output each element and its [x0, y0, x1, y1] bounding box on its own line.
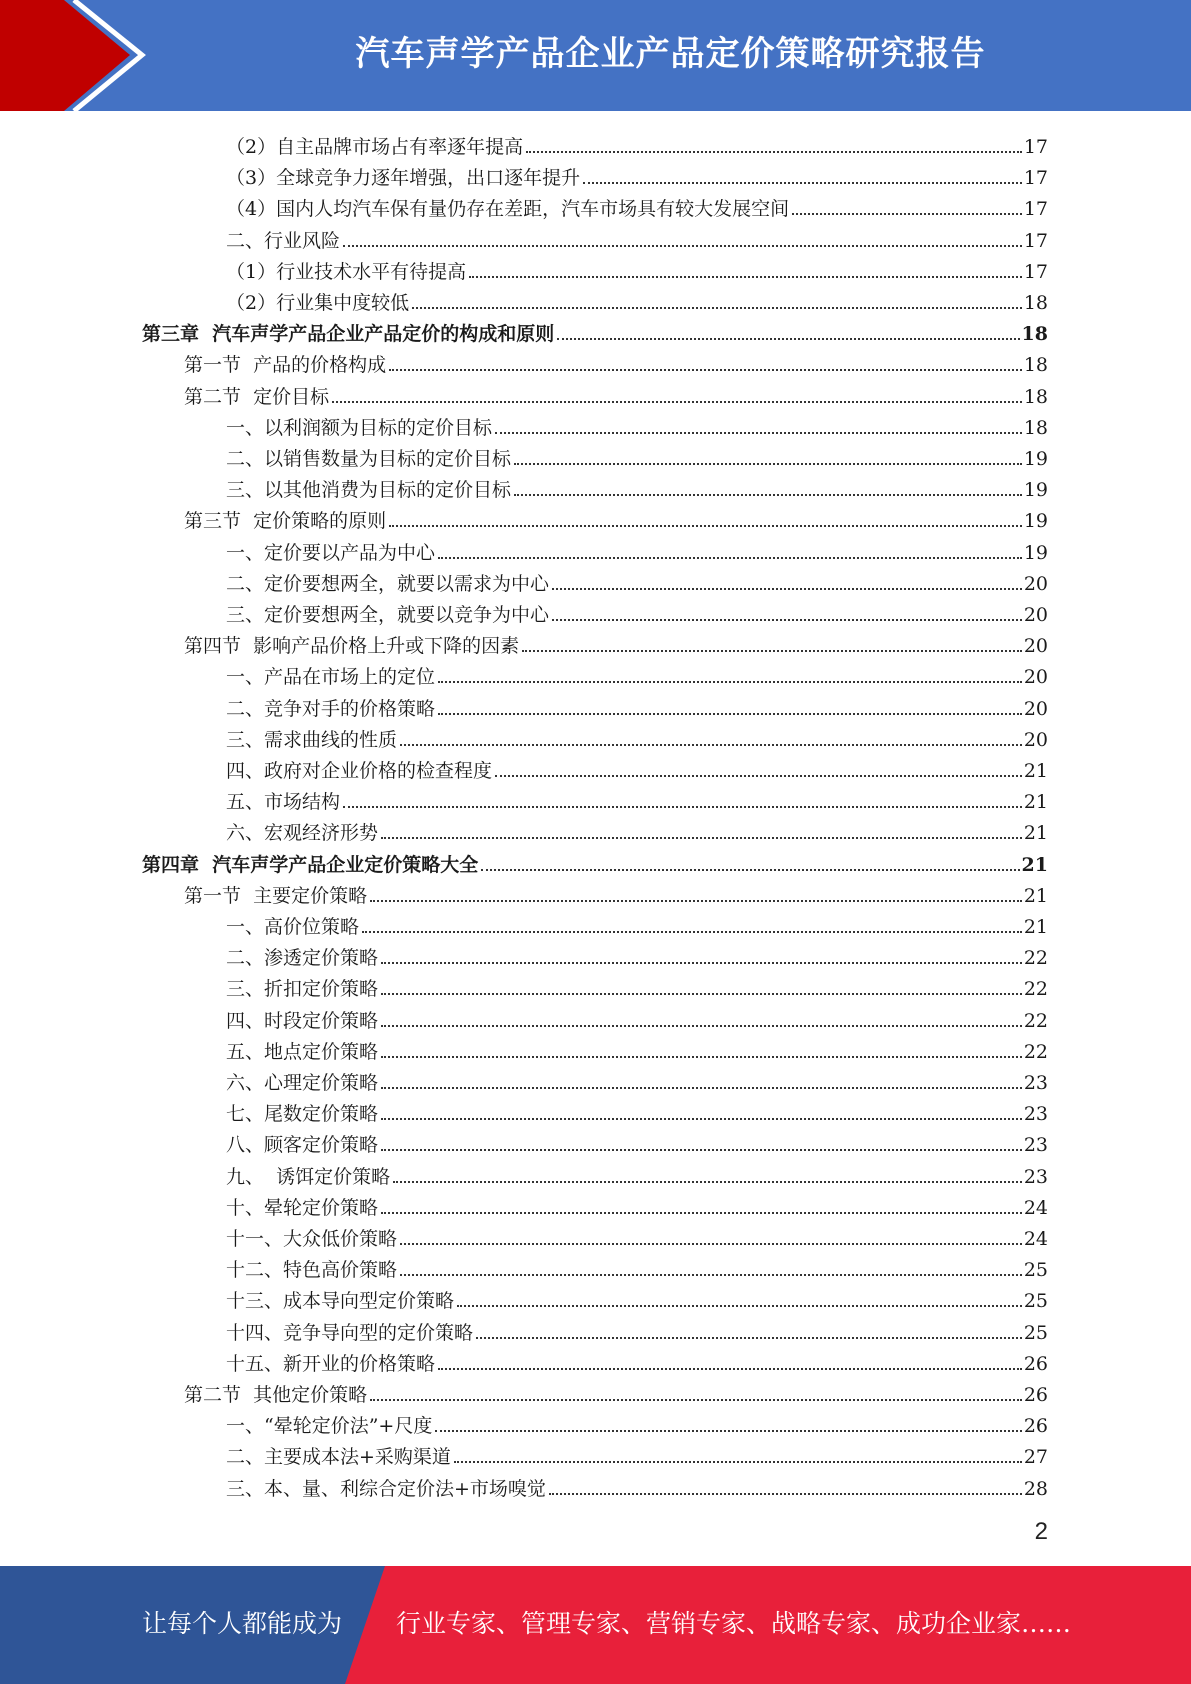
- toc-dot-leader: [370, 1399, 1022, 1401]
- toc-entry-page: 23: [1023, 1103, 1048, 1126]
- toc-dot-leader: [438, 557, 1022, 559]
- toc-entry-page: 20: [1023, 572, 1048, 595]
- toc-entry-title: 四、时段定价策略: [226, 1009, 379, 1032]
- toc-dot-leader: [412, 307, 1022, 309]
- footer-slogan-left: 让每个人都能成为: [142, 1609, 343, 1638]
- toc-entry-page: 18: [1023, 385, 1048, 408]
- toc-entry[interactable]: [226, 1095, 1048, 1126]
- toc-entry[interactable]: [226, 440, 1048, 471]
- toc-entry-title: 四、政府对企业价格的检查程度: [226, 760, 493, 782]
- toc-entry-title: 六、心理定价策略: [226, 1072, 379, 1094]
- toc-entry[interactable]: [226, 159, 1048, 190]
- toc-entry-title: 二、主要成本法+采购渠道: [226, 1446, 451, 1469]
- toc-entry[interactable]: [184, 378, 1048, 409]
- toc-entry[interactable]: [226, 690, 1048, 721]
- toc-dot-leader: [792, 213, 1022, 215]
- toc-entry-title: 第三章 汽车声学产品企业产品定价的构成和原则: [142, 323, 555, 346]
- toc-dot-leader: [400, 1243, 1022, 1245]
- toc-entry-title: 第一节 产品的价格构成: [184, 354, 387, 377]
- toc-entry-page: 23: [1023, 1165, 1048, 1188]
- toc-entry-title: 十五、新开业的价格策略: [226, 1352, 436, 1375]
- toc-entry-title: （1）行业技术水平有待提高: [226, 260, 467, 283]
- toc-entry-page: 26: [1023, 1415, 1048, 1438]
- toc-entry-title: 二、定价要想两全，就要以需求为中心: [226, 572, 550, 595]
- toc-entry-page: 21: [1023, 822, 1048, 845]
- toc-entry[interactable]: [226, 908, 1048, 939]
- toc-entry-page: 22: [1023, 947, 1048, 970]
- toc-dot-leader: [454, 1461, 1022, 1463]
- toc-dot-leader: [549, 1493, 1022, 1495]
- toc-dot-leader: [469, 276, 1022, 278]
- toc-entry-page: 24: [1023, 1228, 1048, 1250]
- toc-entry[interactable]: [226, 222, 1048, 253]
- toc-entry-title: （2）行业集中度较低: [226, 292, 410, 314]
- toc-entry-page: 19: [1023, 479, 1048, 502]
- toc-entry[interactable]: [226, 1345, 1048, 1376]
- toc-dot-leader: [435, 1430, 1021, 1432]
- toc-dot-leader: [438, 1368, 1022, 1370]
- toc-entry-page: 20: [1023, 635, 1048, 658]
- toc-entry-page: 17: [1023, 167, 1048, 190]
- toc-dot-leader: [514, 494, 1022, 496]
- toc-entry[interactable]: [226, 409, 1048, 440]
- toc-entry[interactable]: [226, 1064, 1048, 1095]
- toc-entry[interactable]: [226, 1158, 1048, 1189]
- toc-entry-title: 三、以其他消费为目标的定价目标: [226, 479, 512, 502]
- toc-entry[interactable]: [226, 1438, 1048, 1469]
- toc-dot-leader: [381, 837, 1022, 839]
- toc-entry[interactable]: [226, 658, 1048, 689]
- toc-entry[interactable]: [226, 814, 1048, 845]
- toc-entry-title: 一、定价要以产品为中心: [226, 541, 436, 564]
- toc-entry-page: 17: [1023, 229, 1048, 252]
- toc-dot-leader: [495, 775, 1022, 777]
- toc-entry-page: 20: [1023, 697, 1048, 720]
- toc-dot-leader: [400, 744, 1022, 746]
- toc-entry[interactable]: [226, 284, 1048, 315]
- toc-entry-page: 21: [1023, 916, 1048, 938]
- toc-entry[interactable]: [184, 502, 1048, 533]
- toc-entry-title: 五、地点定价策略: [226, 1040, 379, 1063]
- toc-entry-page: 20: [1023, 666, 1048, 689]
- footer-banner: [0, 1566, 1191, 1684]
- toc-entry-title: 六、宏观经济形势: [226, 822, 379, 845]
- toc-entry-title: 第四章 汽车声学产品企业定价策略大全: [142, 853, 479, 876]
- toc-entry-title: 三、定价要想两全，就要以竞争为中心: [226, 604, 550, 626]
- toc-entry-page: 28: [1023, 1477, 1048, 1500]
- toc-entry-page: 22: [1023, 1009, 1048, 1032]
- toc-dot-leader: [381, 1025, 1022, 1027]
- toc-entry-title: 三、折扣定价策略: [226, 978, 379, 1001]
- toc-entry-title: 三、本、量、利综合定价法+市场嗅觉: [226, 1477, 546, 1500]
- toc-entry[interactable]: [226, 1220, 1048, 1251]
- toc-entry-title: 一、“晕轮定价法”+尺度: [226, 1415, 433, 1438]
- toc-entry[interactable]: [226, 1126, 1048, 1157]
- toc-entry-title: 十一、大众低价策略: [226, 1228, 398, 1250]
- toc-entry[interactable]: [226, 1002, 1048, 1033]
- toc-dot-leader: [495, 432, 1022, 434]
- toc-entry-page: 18: [1021, 323, 1048, 346]
- toc-entry-page: 17: [1023, 260, 1048, 283]
- toc-entry[interactable]: [226, 721, 1048, 752]
- toc-entry-page: 18: [1023, 292, 1048, 314]
- toc-entry-title: （3）全球竞争力逐年增强，出口逐年提升: [226, 167, 581, 190]
- toc-entry-page: 21: [1023, 791, 1048, 814]
- toc-entry-title: 二、渗透定价策略: [226, 947, 379, 970]
- toc-entry-title: 二、以销售数量为目标的定价目标: [226, 448, 512, 470]
- toc-entry-page: 26: [1023, 1352, 1048, 1375]
- toc-entry-title: 七、尾数定价策略: [226, 1103, 379, 1126]
- toc-entry[interactable]: [226, 596, 1048, 627]
- toc-entry-page: 21: [1023, 760, 1048, 782]
- toc-entry[interactable]: [142, 315, 1048, 346]
- toc-entry-title: （2）自主品牌市场占有率逐年提高: [226, 136, 524, 158]
- toc-entry-title: 第一节 主要定价策略: [184, 884, 368, 907]
- toc-entry-page: 20: [1023, 604, 1048, 626]
- toc-entry-page: 23: [1023, 1072, 1048, 1094]
- toc-entry-page: 17: [1023, 136, 1048, 158]
- toc-dot-leader: [362, 931, 1022, 933]
- header-banner: [0, 0, 1191, 111]
- toc-entry[interactable]: [226, 1033, 1048, 1064]
- toc-dot-leader: [552, 588, 1022, 590]
- toc-entry[interactable]: [226, 970, 1048, 1001]
- toc-entry[interactable]: [142, 846, 1048, 877]
- toc-dot-leader: [381, 962, 1022, 964]
- toc-dot-leader: [389, 369, 1022, 371]
- toc-entry[interactable]: [226, 190, 1048, 221]
- toc-entry-page: 20: [1023, 728, 1048, 751]
- toc-dot-leader: [389, 525, 1022, 527]
- toc-entry[interactable]: [226, 939, 1048, 970]
- toc-dot-leader: [438, 713, 1022, 715]
- toc-entry-page: 26: [1023, 1384, 1048, 1406]
- toc-dot-leader: [381, 1149, 1022, 1151]
- toc-entry-title: 十、晕轮定价策略: [226, 1196, 379, 1219]
- toc-entry-page: 18: [1023, 416, 1048, 439]
- toc-entry-page: 25: [1023, 1259, 1048, 1282]
- toc-entry[interactable]: [226, 1282, 1048, 1313]
- toc-entry[interactable]: [226, 534, 1048, 565]
- toc-entry-title: 十三、成本导向型定价策略: [226, 1290, 455, 1313]
- toc-entry-page: 25: [1023, 1321, 1048, 1344]
- toc-entry[interactable]: [226, 253, 1048, 284]
- toc-entry-title: 二、行业风险: [226, 229, 341, 252]
- toc-dot-leader: [343, 806, 1022, 808]
- toc-dot-leader: [552, 619, 1022, 621]
- toc-entry[interactable]: [226, 565, 1048, 596]
- toc-entry[interactable]: [226, 1314, 1048, 1345]
- toc-entry-title: 八、顾客定价策略: [226, 1134, 379, 1157]
- toc-entry-page: 24: [1023, 1196, 1048, 1219]
- toc-entry[interactable]: [226, 752, 1048, 783]
- toc-entry-title: 十二、特色高价策略: [226, 1259, 398, 1282]
- toc-dot-leader: [438, 681, 1022, 683]
- toc-dot-leader: [381, 1056, 1022, 1058]
- toc-entry-page: 27: [1023, 1446, 1048, 1469]
- toc-entry-page: 23: [1023, 1134, 1048, 1157]
- toc-dot-leader: [381, 1087, 1022, 1089]
- toc-entry-title: 一、高价位策略: [226, 916, 360, 938]
- toc-entry-title: 第二节 其他定价策略: [184, 1384, 368, 1406]
- toc-entry-page: 25: [1023, 1290, 1048, 1313]
- document-title: 汽车声学产品企业产品定价策略研究报告: [355, 34, 986, 74]
- toc-dot-leader: [557, 338, 1019, 340]
- toc-entry-title: （4）国内人均汽车保有量仍存在差距，汽车市场具有较大发展空间: [226, 198, 790, 221]
- toc-entry-page: 19: [1023, 510, 1048, 533]
- toc-entry-title: 十四、竞争导向型的定价策略: [226, 1321, 474, 1344]
- toc-dot-leader: [370, 900, 1022, 902]
- toc-entry-page: 19: [1023, 448, 1048, 470]
- toc-dot-leader: [457, 1305, 1022, 1307]
- toc-entry[interactable]: [226, 1251, 1048, 1282]
- toc-entry-title: 二、竞争对手的价格策略: [226, 697, 436, 720]
- toc-dot-leader: [583, 182, 1022, 184]
- toc-entry-title: 第四节 影响产品价格上升或下降的因素: [184, 635, 520, 658]
- toc-entry-title: 九、 诱饵定价策略: [226, 1165, 391, 1188]
- toc-dot-leader: [526, 151, 1022, 153]
- toc-entry-title: 五、市场结构: [226, 791, 341, 814]
- toc-dot-leader: [476, 1337, 1022, 1339]
- toc-entry[interactable]: [184, 346, 1048, 377]
- toc-entry-page: 22: [1023, 1040, 1048, 1063]
- toc-entry-page: 19: [1023, 541, 1048, 564]
- toc-dot-leader: [381, 993, 1022, 995]
- page-number: 2: [1034, 1518, 1048, 1545]
- toc-entry[interactable]: [226, 471, 1048, 502]
- toc-dot-leader: [481, 869, 1019, 871]
- toc-entry[interactable]: [226, 1189, 1048, 1220]
- toc-entry[interactable]: [226, 1470, 1048, 1501]
- toc-dot-leader: [393, 1181, 1022, 1183]
- toc-entry-page: 17: [1023, 198, 1048, 221]
- toc-entry-page: 21: [1023, 884, 1048, 907]
- toc-entry-page: 18: [1023, 354, 1048, 377]
- toc-dot-leader: [400, 1274, 1022, 1276]
- footer-slogan-right: 行业专家、管理专家、营销专家、战略专家、成功企业家……: [396, 1609, 1072, 1638]
- toc-entry[interactable]: [226, 128, 1048, 159]
- toc-entry[interactable]: [184, 1376, 1048, 1407]
- toc-dot-leader: [381, 1212, 1022, 1214]
- toc-entry[interactable]: [184, 877, 1048, 908]
- toc-entry-page: 22: [1023, 978, 1048, 1001]
- toc-entry-title: 三、需求曲线的性质: [226, 728, 398, 751]
- toc-dot-leader: [343, 245, 1022, 247]
- toc-dot-leader: [514, 463, 1022, 465]
- toc-entry-page: 21: [1021, 853, 1048, 876]
- toc-entry[interactable]: [226, 783, 1048, 814]
- toc-entry[interactable]: [226, 1407, 1048, 1438]
- toc-entry-title: 一、产品在市场上的定位: [226, 666, 436, 689]
- toc-dot-leader: [522, 650, 1022, 652]
- toc-entry[interactable]: [184, 627, 1048, 658]
- toc-entry-title: 一、以利润额为目标的定价目标: [226, 416, 493, 439]
- toc-dot-leader: [332, 401, 1022, 403]
- toc-entry-title: 第二节 定价目标: [184, 385, 330, 408]
- toc-entry-title: 第三节 定价策略的原则: [184, 510, 387, 533]
- toc-dot-leader: [381, 1118, 1022, 1120]
